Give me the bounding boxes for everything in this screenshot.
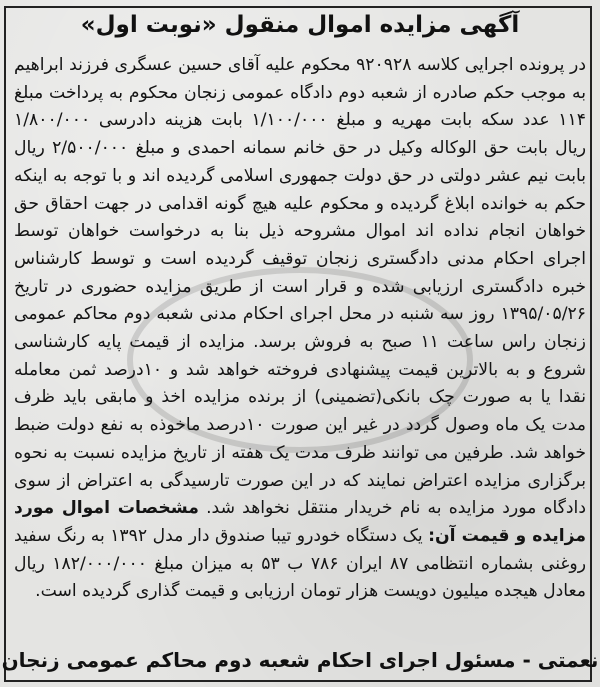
notice-body	[14, 52, 586, 606]
specs-heading: مشخصات اموال مورد مزایده و قیمت آن:	[14, 498, 586, 546]
notice-title: آگهی مزایده اموال منقول «نوبت اول»	[80, 12, 520, 38]
specs-text: یک دستگاه خودرو تیبا صندوق دار مدل ۱۳۹۲ به رنگ سفید روغنی بشماره انتظامی ۸۷ ایران ۷۸۶ ب ۵۳ به میزان مبلغ ۱۸۲/۰۰۰/۰۰۰ ریال معادل هیجده میلیون دویست هزار تومان ارزیابی و قیمت گذاری گردیده است.	[14, 525, 586, 602]
notice-signature: نعمتی - مسئول اجرای احکام شعبه دوم محاکم عمومی زنجان	[1, 648, 599, 672]
notice-text: در پرونده اجرایی کلاسه ۹۲۰۹۲۸ محکوم علیه آقای حسین عسگری فرزند ابراهیم به موجب حکم صادره از شعبه دوم دادگاه عمومی زنجان محکوم به پرداخت مبلغ ۱۱۴ عدد سکه بابت مهریه و مبلغ ۱/۱۰۰/۰۰۰ بابت هزینه دادرسی ۱/۸۰۰/۰۰۰ ریال بابت حق الوکاله وکیل در حق خانم سمانه احمدی و مبلغ ۲/۵۰۰/۰۰۰ ریال بابت نیم عشر دولتی در حق دولت جمهوری اسلامی گردیده اند و با توجه به اینکه حکم به خوانده ابلاغ گردیده و محکوم علیه هیچ گونه اقدامی در جهت احقاق حق خواهان انجام نداده اند اموال مشروحه ذیل بنا به درخواست خواهان توسط اجرای احکام مدنی دادگستری زنجان توقیف گردیده است و توسط کارشناس خبره دادگستری ارزیابی شده و قرار است از طریق مزایده حضوری در تاریخ ۱۳۹۵/۰۵/۲۶ روز سه شنبه در محل اجرای احکام مدنی شعبه دوم محاکم عمومی زنجان راس ساعت ۱۱ صبح به فروش برسد. مزایده از قیمت پایه کارشناسی شروع و به بالاترین قیمت پیشنهادی فروخته خواهد شد و ۱۰درصد ثمن معامله نقدا یا به صورت چک بانکی(تضمینی) از برنده مزایده اخذ و مابقی باید ظرف مدت یک ماه وصول گردد در غیر این صورت ۱۰درصد ماخوذه به نفع دولت ضبط خواهد شد. طرفین می توانند ظرف مدت یک هفته از تاریخ مزایده نسبت به نحوه برگزاری مزایده اعتراض نمایند که در این صورت تارسیدگی به اعتراض از سوی دادگاه مورد مزایده به نام خریدار منتقل نخواهد شد.	[14, 55, 587, 519]
